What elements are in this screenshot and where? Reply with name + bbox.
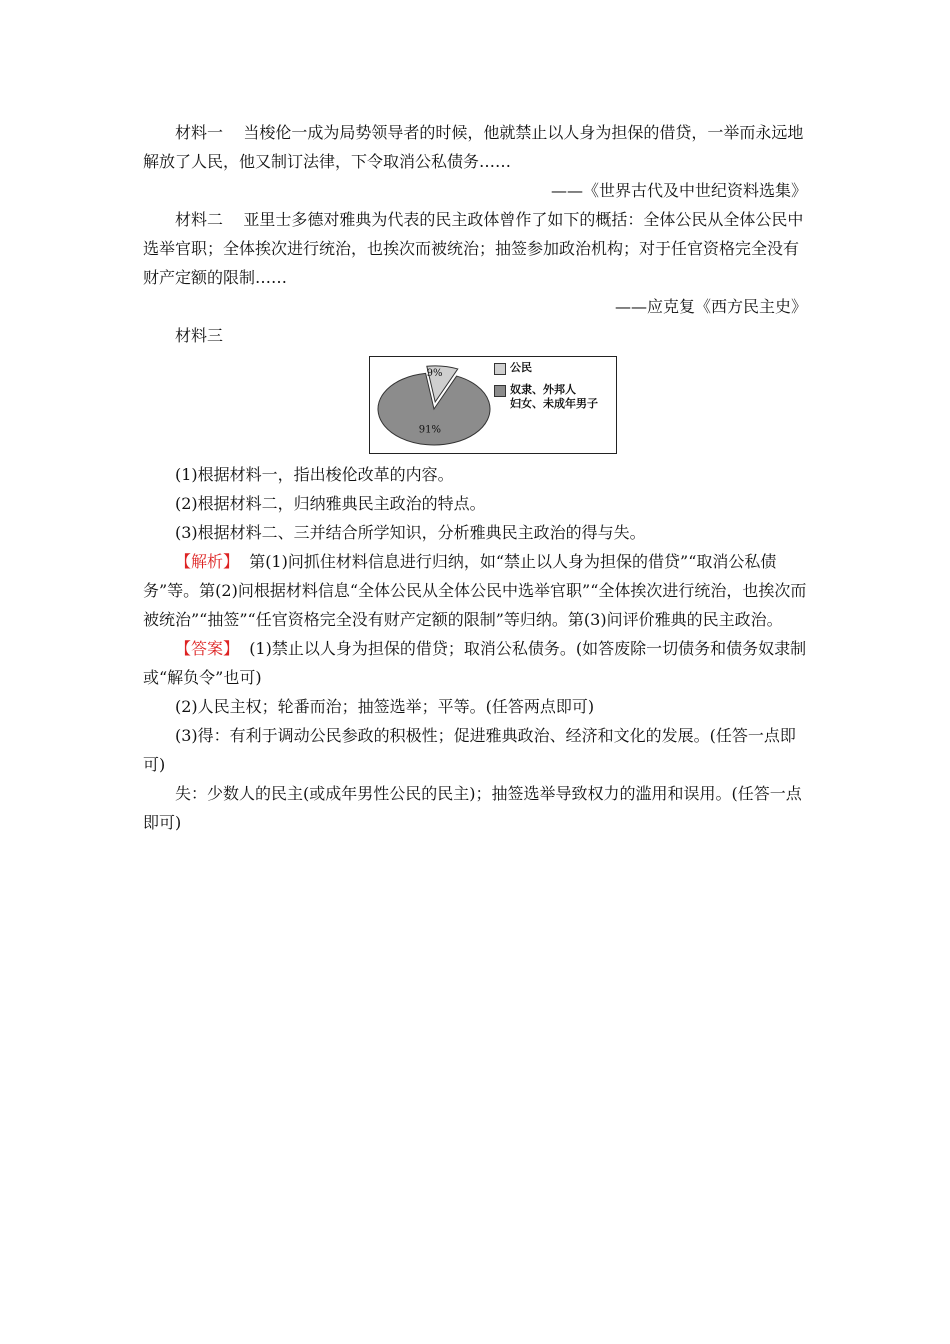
answer-tag: 【答案】 [175, 639, 240, 658]
legend-swatch-others [494, 385, 506, 397]
legend-label-others-line2: 妇女、未成年男子 [510, 397, 598, 410]
answer-2: (2)人民主权；轮番而治；抽签选举；平等。(任答两点即可) [175, 697, 595, 716]
analysis-tag: 【解析】 [175, 552, 240, 571]
material-2-label: 材料二 [175, 210, 224, 229]
legend-swatch-citizens [494, 363, 506, 375]
question-1: (1)根据材料一，指出梭伦改革的内容。 [175, 465, 454, 484]
question-2: (2)根据材料二，归纳雅典民主政治的特点。 [175, 494, 486, 513]
legend-label-others [510, 383, 598, 411]
answer-3: (3)得：有利于调动公民参政的积极性；促进雅典政治、经济和文化的发展。(任答一点即可) [143, 726, 796, 774]
document-body [143, 118, 807, 837]
legend-item-others [494, 383, 598, 411]
material-2 [143, 205, 807, 292]
pie-data-label-0: 9% [426, 368, 443, 380]
material-1-text: 当梭伦一成为局势领导者的时候，他就禁止以人身为担保的借贷，一举而永远地解放了人民，他又制订法律，下令取消公私债务…… [143, 123, 804, 171]
material-1-source: ——《世界古代及中世纪资料选集》 [550, 181, 807, 200]
answer-4: 失：少数人的民主(或成年男性公民的民主)；抽签选举导致权力的滥用和误用。(任答一点即可) [143, 784, 802, 832]
chart-legend [494, 361, 598, 419]
question-3: (3)根据材料二、三并结合所学知识，分析雅典民主政治的得与失。 [175, 523, 646, 542]
pie-chart [369, 356, 617, 454]
answer-1 [143, 634, 807, 692]
material-2-text: 亚里士多德对雅典为代表的民主政体曾作了如下的概括：全体公民从全体公民中选举官职；全体挨次进行统治，也挨次而被统治；抽签参加政治机构；对于任官资格完全没有财产定额的限制…… [143, 210, 804, 287]
legend-item-citizens [494, 361, 598, 375]
legend-label-others-line1: 奴隶、外邦人 [510, 383, 576, 396]
legend-label-citizens: 公民 [510, 361, 532, 374]
material-2-source: ——应克复《西方民主史》 [614, 297, 807, 316]
pie-data-label-1: 91% [418, 424, 442, 436]
material-1 [143, 118, 807, 176]
material-3-label: 材料三 [175, 326, 224, 345]
material-1-label: 材料一 [175, 123, 224, 142]
analysis [143, 547, 807, 634]
analysis-text: 第(1)问抓住材料信息进行归纳，如“禁止以人身为担保的借贷”“取消公私债务”等。第(2)问根据材料信息“全体公民从全体公民中选举官职”“全体挨次进行统治，也挨次而被统治”“抽签”“任官资格完全没有财产定额的限制”等归纳。第(3)问评价雅典的民主政治。 [143, 552, 807, 629]
answer-1-text: (1)禁止以人身为担保的借贷；取消公私债务。(如答废除一切债务和债务奴隶制或“解负令”也可) [143, 639, 807, 687]
